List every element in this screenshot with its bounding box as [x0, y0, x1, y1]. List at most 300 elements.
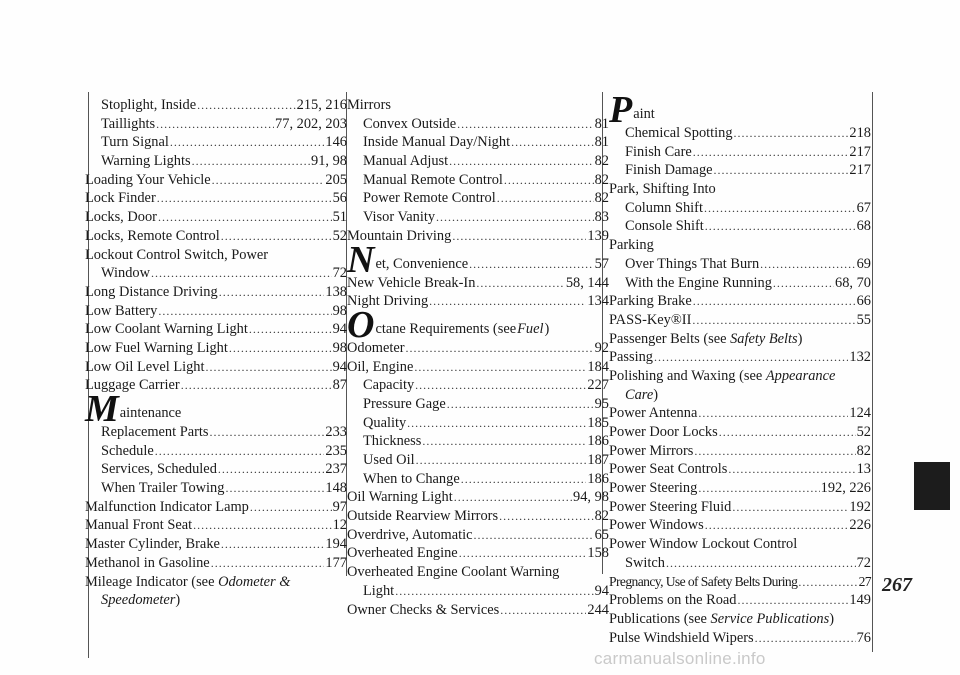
page-reference: 69 [856, 255, 871, 272]
page-reference: 82 [594, 171, 609, 188]
page-reference: 192, 226 [820, 480, 871, 497]
index-entry [347, 274, 609, 293]
index-term: Power Steering Fluid [609, 498, 732, 515]
index-entry [347, 96, 609, 115]
page-reference: 218 [849, 125, 871, 141]
index-entry [347, 601, 609, 620]
cross-reference: Safety Belts [730, 330, 798, 347]
dot-leader [693, 292, 856, 311]
index-term: Mirrors [347, 97, 391, 113]
dot-leader [192, 152, 310, 171]
index-entry [347, 544, 609, 563]
index-term: Used Oil [363, 452, 415, 468]
index-term: Over Things That Burn [625, 255, 760, 272]
page-reference: 149 [849, 592, 871, 609]
index-term: Finish Care [625, 143, 692, 160]
page-reference: 148 [325, 480, 347, 497]
margin-rule [872, 92, 873, 652]
index-entry [347, 376, 609, 395]
index-entry [347, 115, 609, 134]
index-entry [85, 208, 347, 227]
index-term: Manual Front Seat [85, 517, 193, 534]
page-reference: 95 [594, 395, 609, 412]
page-reference: 52 [332, 227, 347, 244]
page-reference: 82 [856, 442, 871, 459]
index-entry [347, 208, 609, 227]
dot-leader [454, 488, 572, 507]
page-reference: 72 [856, 554, 871, 571]
dot-leader [773, 274, 834, 293]
index-term: Convex Outside [363, 115, 457, 132]
index-entry [347, 339, 609, 358]
dot-leader [476, 274, 564, 293]
dot-leader [181, 376, 332, 395]
page-reference: 134 [587, 293, 609, 310]
index-term: Low Coolant Warning Light [85, 321, 248, 338]
index-entry [347, 526, 609, 545]
index-term: Capacity [363, 377, 415, 394]
index-term: ) [653, 386, 659, 403]
index-entry [609, 535, 871, 554]
dot-leader [692, 311, 855, 330]
index-entry [609, 161, 871, 180]
index-entry [609, 386, 871, 405]
index-entry [85, 498, 347, 517]
index-term: Passenger Belts (see [609, 330, 731, 347]
index-term: Pulse Windshield Wipers [609, 629, 754, 646]
dot-leader [447, 395, 594, 414]
page-reference: 192 [849, 498, 871, 515]
index-term: Power Seat Controls [609, 461, 728, 478]
dot-leader [698, 479, 819, 498]
dot-leader [738, 591, 849, 610]
watermark: carmanualsonline.info [594, 649, 766, 668]
index-term: Console Shift [625, 218, 704, 235]
dot-leader [429, 292, 586, 311]
dot-leader [250, 498, 332, 517]
page-reference: 87 [332, 377, 347, 394]
dot-leader [728, 460, 855, 479]
page-reference: 226 [849, 517, 871, 534]
dot-leader [714, 161, 849, 180]
index-entry [609, 442, 871, 461]
index-term: Power Window Lockout Control [609, 536, 798, 553]
index-term: aint [633, 106, 655, 123]
index-entry [609, 610, 871, 629]
index-term: Chemical Spotting [625, 125, 733, 141]
index-term: Oil, Engine [347, 358, 414, 375]
cross-reference: Fuel [517, 321, 544, 338]
index-entry [85, 573, 347, 592]
dot-leader [469, 255, 593, 274]
page-reference: 27 [858, 573, 871, 589]
index-term: When to Change [363, 470, 460, 487]
index-entry [85, 96, 347, 115]
index-term: Odometer [347, 339, 405, 356]
dot-leader [504, 171, 594, 190]
cross-reference: Service Publications [710, 610, 830, 627]
page-reference: 94 [332, 321, 347, 338]
index-term: Finish Damage [625, 162, 713, 179]
index-term: ) [829, 610, 835, 627]
page-reference: 91, 98 [311, 153, 347, 170]
dot-leader [225, 479, 324, 498]
page-reference: 186 [587, 433, 609, 450]
index-entry [85, 320, 347, 339]
index-term: Taillights [101, 115, 156, 132]
page-reference: 177 [325, 554, 347, 571]
index-term: Oil Warning Light [347, 489, 453, 506]
page-reference: 217 [849, 162, 871, 179]
index-entry [347, 470, 609, 489]
dot-leader [666, 554, 856, 573]
index-term: Low Fuel Warning Light [85, 339, 228, 356]
index-entry [85, 460, 347, 479]
dot-leader [459, 544, 587, 563]
index-term: Mountain Driving [347, 227, 452, 244]
index-term: et, Convenience [375, 255, 469, 272]
page-reference: 13 [856, 461, 871, 478]
index-entry [85, 554, 347, 573]
dot-leader [705, 217, 856, 236]
index-term: Methanol in Gasoline [85, 554, 210, 571]
index-entry [609, 199, 871, 218]
index-column-2 [347, 96, 609, 619]
section-letter: M [85, 388, 119, 430]
page-reference: 194 [325, 536, 347, 553]
index-term: Loading Your Vehicle [85, 171, 211, 188]
page-reference: 124 [849, 405, 871, 422]
index-term: Switch [625, 554, 665, 571]
letter-heading [85, 388, 347, 430]
index-term: New Vehicle Break-In [347, 274, 476, 291]
page-reference: 94, 98 [573, 489, 609, 506]
dot-leader [457, 115, 593, 134]
cross-reference: Care [625, 386, 654, 403]
dot-leader [698, 404, 848, 423]
index-entry [347, 227, 609, 246]
dot-leader [415, 376, 586, 395]
page-reference: 82 [594, 153, 609, 170]
dot-leader [406, 339, 594, 358]
dot-leader [705, 516, 849, 535]
index-term: Parking Brake [609, 293, 692, 310]
page-reference: 184 [587, 358, 609, 375]
dot-leader [158, 208, 332, 227]
index-term: PASS-Key®II [609, 311, 692, 328]
page-reference: 81 [594, 134, 609, 151]
index-entry [85, 442, 347, 461]
index-entry [609, 460, 871, 479]
index-entry [85, 246, 347, 265]
index-entry [85, 535, 347, 554]
page-reference: 66 [856, 293, 871, 310]
index-term: Services, Scheduled [101, 461, 217, 478]
page-reference: 237 [325, 461, 347, 478]
dot-leader [473, 526, 593, 545]
index-entry [609, 311, 871, 330]
index-entry [85, 264, 347, 283]
page-reference: 227 [587, 377, 609, 394]
index-entry [347, 414, 609, 433]
index-entry [609, 143, 871, 162]
index-entry [85, 339, 347, 358]
index-entry [347, 152, 609, 171]
page-reference: 72 [332, 265, 347, 282]
index-term: Window [101, 265, 150, 282]
index-term: Publications (see [609, 610, 711, 627]
index-entry [347, 488, 609, 507]
dot-leader [212, 171, 325, 190]
page-reference: 83 [594, 209, 609, 226]
index-entry [609, 236, 871, 255]
index-entry [347, 171, 609, 190]
page-reference: 68 [856, 218, 871, 235]
dot-leader [461, 470, 587, 489]
dot-leader [211, 554, 325, 573]
dot-leader [449, 152, 593, 171]
dot-leader [719, 423, 856, 442]
dot-leader [249, 320, 332, 339]
dot-leader [221, 535, 325, 554]
index-term: Luggage Carrier [85, 377, 180, 394]
index-term: Power Remote Control [363, 190, 496, 207]
index-entry [609, 255, 871, 274]
dot-leader [206, 358, 332, 377]
index-entry [609, 217, 871, 236]
section-letter: P [609, 89, 633, 131]
dot-leader [193, 516, 331, 535]
index-entry [609, 479, 871, 498]
index-entry [85, 133, 347, 152]
dot-leader [734, 124, 849, 143]
dot-leader [422, 432, 586, 451]
page-reference: 187 [587, 452, 609, 468]
index-term: Replacement Parts [101, 424, 209, 440]
index-entry [609, 274, 871, 293]
dot-leader [693, 143, 849, 162]
index-term: Mileage Indicator (see [85, 573, 219, 590]
index-entry [609, 423, 871, 442]
page-reference: 76 [856, 629, 871, 646]
page-reference: 146 [325, 134, 347, 151]
page-reference: 186 [587, 470, 609, 487]
index-entry [609, 330, 871, 349]
page-reference: 138 [325, 283, 347, 300]
index-entry [609, 367, 871, 386]
index-term: Turn Signal [101, 134, 169, 151]
index-entry [609, 292, 871, 311]
index-term: Manual Adjust [363, 153, 449, 170]
dot-leader [407, 414, 586, 433]
page-reference: 68, 70 [835, 274, 871, 291]
page-reference: 185 [587, 414, 609, 431]
dot-leader [732, 498, 848, 517]
index-term: Pregnancy, Use of Safety Belts During [609, 573, 798, 589]
index-entry [609, 573, 871, 592]
page-reference: 215, 216 [296, 97, 347, 113]
index-column-1 [85, 96, 347, 610]
letter-heading [347, 303, 609, 346]
index-term: Column Shift [625, 199, 703, 216]
index-entry [347, 582, 609, 601]
index-entry [85, 152, 347, 171]
index-entry [85, 189, 347, 208]
index-term: Power Mirrors [609, 442, 694, 459]
dot-leader [395, 582, 593, 601]
index-entry [85, 591, 347, 610]
dot-leader [219, 283, 325, 302]
page-reference: 217 [849, 143, 871, 160]
dot-leader [704, 199, 856, 218]
index-term: Thickness [363, 433, 422, 450]
index-term: Locks, Door [85, 209, 157, 226]
dot-leader [416, 451, 587, 470]
index-term: Lockout Control Switch, Power [85, 246, 269, 263]
dot-leader [157, 189, 332, 208]
page-reference: 235 [325, 442, 347, 459]
dot-leader [229, 339, 332, 358]
index-entry [347, 133, 609, 152]
page-reference: 57 [594, 255, 609, 272]
index-term: Manual Remote Control [363, 171, 503, 188]
page-reference: 51 [332, 209, 347, 226]
index-term: Light [363, 582, 395, 599]
index-entry [347, 432, 609, 451]
page-reference: 55 [856, 311, 871, 328]
index-term: Overheated Engine Coolant Warning [347, 564, 560, 581]
dot-leader [511, 133, 594, 152]
dot-leader [197, 96, 295, 115]
index-term: Schedule [101, 442, 154, 459]
page-reference: 52 [856, 424, 871, 440]
dot-leader [497, 189, 594, 208]
index-entry [85, 115, 347, 134]
dot-leader [760, 255, 855, 274]
page-reference: 244 [587, 601, 609, 618]
page-reference: 97 [332, 498, 347, 515]
page-reference: 12 [332, 517, 347, 534]
index-term: Master Cylinder, Brake [85, 536, 220, 553]
section-tab-marker [914, 462, 950, 510]
index-term: Problems on the Road [609, 592, 737, 609]
page-reference: 58, 144 [565, 274, 609, 291]
dot-leader [694, 442, 855, 461]
page-reference: 94 [332, 358, 347, 375]
index-term: Quality [363, 414, 407, 431]
index-term: Pressure Gage [363, 395, 446, 412]
page-reference: 132 [849, 349, 871, 366]
index-term: Long Distance Driving [85, 283, 218, 300]
cross-reference: Odometer & [218, 573, 291, 590]
index-entry [347, 292, 609, 311]
cross-reference: Speedometer [101, 592, 176, 609]
letter-heading [609, 89, 871, 131]
index-entry [609, 180, 871, 199]
page-reference: 94 [594, 582, 609, 599]
dot-leader [452, 227, 586, 246]
index-entry [85, 376, 347, 395]
index-term: ) [175, 592, 181, 609]
page-number: 267 [882, 574, 912, 596]
dot-leader [221, 227, 332, 246]
index-term: Overheated Engine [347, 545, 458, 562]
index-entry [85, 227, 347, 246]
index-entry [609, 124, 871, 143]
index-term: Power Antenna [609, 405, 698, 422]
index-entry [85, 516, 347, 535]
index-term: Visor Vanity [363, 209, 436, 226]
index-entry [85, 423, 347, 442]
index-term: Owner Checks & Services [347, 601, 500, 618]
page-reference: 67 [856, 199, 871, 216]
dot-leader [156, 115, 274, 134]
index-term: Power Steering [609, 480, 698, 497]
section-letter: N [347, 238, 375, 281]
section-letter: O [347, 303, 375, 346]
page-reference: 82 [594, 190, 609, 207]
index-entry [609, 498, 871, 517]
dot-leader [414, 358, 586, 377]
index-entry [347, 189, 609, 208]
index-term: Low Oil Level Light [85, 358, 205, 375]
index-entry [609, 591, 871, 610]
index-term: With the Engine Running [625, 274, 772, 291]
page-reference: 139 [587, 227, 609, 244]
index-term: Power Windows [609, 517, 704, 534]
index-term: When Trailer Towing [101, 480, 225, 497]
index-term: Passing [609, 349, 653, 366]
dot-leader [151, 264, 332, 283]
index-term: Overdrive, Automatic [347, 526, 473, 543]
index-term: Lock Finder [85, 190, 156, 207]
index-term: ) [544, 321, 550, 338]
dot-leader [210, 423, 325, 442]
index-term: Night Driving [347, 293, 429, 310]
page-reference: 81 [594, 115, 609, 132]
index-entry [347, 395, 609, 414]
dot-leader [654, 348, 848, 367]
page-reference: 205 [325, 171, 347, 188]
index-entry [609, 516, 871, 535]
index-entry [347, 451, 609, 470]
index-term: Park, Shifting Into [609, 181, 716, 198]
index-entry [609, 404, 871, 423]
cross-reference: Appearance [765, 367, 836, 384]
page-reference: 65 [594, 526, 609, 543]
dot-leader [500, 601, 586, 620]
index-entry [347, 358, 609, 377]
index-entry [85, 479, 347, 498]
index-term: aintenance [119, 405, 182, 422]
index-term: Outside Rearview Mirrors [347, 508, 499, 525]
dot-leader [218, 460, 325, 479]
page-reference: 233 [325, 424, 347, 440]
page-reference: 98 [332, 339, 347, 356]
dot-leader [170, 133, 325, 152]
dot-leader [798, 573, 857, 592]
index-term: Low Battery [85, 302, 158, 319]
index-column-3 [609, 89, 871, 647]
index-entry [347, 507, 609, 526]
page-reference: 92 [594, 339, 609, 356]
index-term: ) [797, 330, 803, 347]
index-entry [85, 171, 347, 190]
index-entry [85, 283, 347, 302]
index-term: Parking [609, 237, 654, 254]
dot-leader [499, 507, 594, 526]
index-entry [609, 348, 871, 367]
